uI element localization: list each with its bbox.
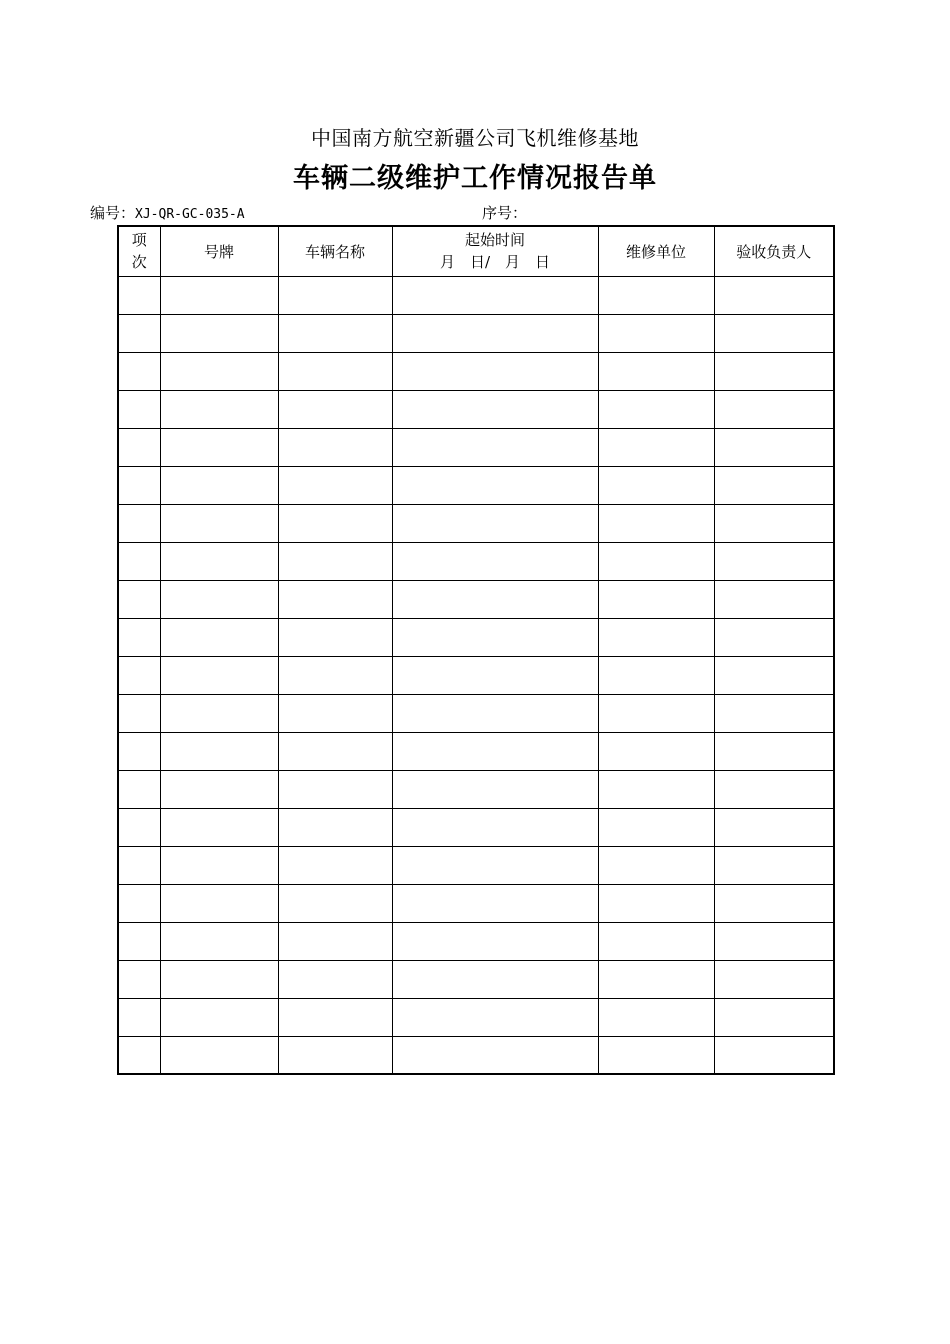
maintenance-unit-cell[interactable] bbox=[598, 846, 714, 884]
acceptance-person-cell[interactable] bbox=[714, 618, 834, 656]
start-time-cell[interactable] bbox=[392, 732, 598, 770]
plate-cell[interactable] bbox=[160, 960, 278, 998]
plate-cell[interactable] bbox=[160, 884, 278, 922]
plate-cell[interactable] bbox=[160, 656, 278, 694]
plate-cell[interactable] bbox=[160, 732, 278, 770]
start-time-cell[interactable] bbox=[392, 960, 598, 998]
table-row bbox=[118, 276, 834, 314]
table-row bbox=[118, 618, 834, 656]
maintenance-unit-cell[interactable] bbox=[598, 428, 714, 466]
start-time-cell[interactable] bbox=[392, 694, 598, 732]
column-header-item-line1: 项 bbox=[131, 231, 147, 250]
table-row bbox=[118, 846, 834, 884]
column-header-plate: 号牌 bbox=[160, 226, 278, 276]
maintenance-unit-cell[interactable] bbox=[598, 314, 714, 352]
table-header-row bbox=[118, 226, 834, 276]
plate-cell[interactable] bbox=[160, 808, 278, 846]
maintenance-unit-cell[interactable] bbox=[598, 580, 714, 618]
maintenance-unit-cell[interactable] bbox=[598, 276, 714, 314]
start-time-cell[interactable] bbox=[392, 884, 598, 922]
plate-cell[interactable] bbox=[160, 580, 278, 618]
plate-cell[interactable] bbox=[160, 618, 278, 656]
start-time-cell[interactable] bbox=[392, 1036, 598, 1074]
plate-cell[interactable] bbox=[160, 1036, 278, 1074]
column-header-item bbox=[118, 226, 160, 276]
report-table bbox=[117, 225, 835, 1075]
plate-cell[interactable] bbox=[160, 846, 278, 884]
maintenance-unit-cell[interactable] bbox=[598, 390, 714, 428]
column-header-vehicle-name: 车辆名称 bbox=[278, 226, 392, 276]
form-meta bbox=[90, 202, 850, 222]
table-row bbox=[118, 352, 834, 390]
organization-name: 中国南方航空新疆公司飞机维修基地 bbox=[311, 126, 639, 150]
start-time-cell[interactable] bbox=[392, 770, 598, 808]
maintenance-unit-cell[interactable] bbox=[598, 618, 714, 656]
table-row bbox=[118, 390, 834, 428]
vehicle-name-cell[interactable] bbox=[278, 504, 392, 542]
acceptance-person-cell[interactable] bbox=[714, 466, 834, 504]
table-row bbox=[118, 770, 834, 808]
vehicle-name-cell[interactable] bbox=[278, 428, 392, 466]
table-row bbox=[118, 504, 834, 542]
start-time-cell[interactable] bbox=[392, 504, 598, 542]
start-time-cell[interactable] bbox=[392, 428, 598, 466]
start-time-cell[interactable] bbox=[392, 998, 598, 1036]
table-row bbox=[118, 694, 834, 732]
vehicle-name-cell[interactable] bbox=[278, 390, 392, 428]
item-cell[interactable] bbox=[118, 390, 160, 428]
vehicle-name-cell[interactable] bbox=[278, 884, 392, 922]
item-cell[interactable] bbox=[118, 694, 160, 732]
plate-cell[interactable] bbox=[160, 694, 278, 732]
plate-cell[interactable] bbox=[160, 922, 278, 960]
table-row bbox=[118, 428, 834, 466]
item-cell[interactable] bbox=[118, 656, 160, 694]
acceptance-person-cell[interactable] bbox=[714, 808, 834, 846]
acceptance-person-cell[interactable] bbox=[714, 504, 834, 542]
start-time-cell[interactable] bbox=[392, 656, 598, 694]
item-cell[interactable] bbox=[118, 580, 160, 618]
maintenance-unit-cell[interactable] bbox=[598, 542, 714, 580]
start-time-cell[interactable] bbox=[392, 618, 598, 656]
item-cell[interactable] bbox=[118, 808, 160, 846]
acceptance-person-cell[interactable] bbox=[714, 732, 834, 770]
vehicle-name-cell[interactable] bbox=[278, 694, 392, 732]
acceptance-person-cell[interactable] bbox=[714, 960, 834, 998]
table-row bbox=[118, 884, 834, 922]
item-cell[interactable] bbox=[118, 314, 160, 352]
vehicle-name-cell[interactable] bbox=[278, 466, 392, 504]
maintenance-unit-cell[interactable] bbox=[598, 808, 714, 846]
item-cell[interactable] bbox=[118, 618, 160, 656]
start-time-cell[interactable] bbox=[392, 466, 598, 504]
table-row bbox=[118, 732, 834, 770]
acceptance-person-cell[interactable] bbox=[714, 314, 834, 352]
report-table-body bbox=[118, 276, 834, 1074]
vehicle-name-cell[interactable] bbox=[278, 542, 392, 580]
form-code bbox=[90, 202, 245, 223]
column-header-start-time-label: 起始时间 bbox=[464, 231, 525, 250]
start-time-cell[interactable] bbox=[392, 390, 598, 428]
column-header-item-line2: 次 bbox=[131, 253, 147, 272]
start-time-cell[interactable] bbox=[392, 808, 598, 846]
vehicle-name-cell[interactable] bbox=[278, 846, 392, 884]
item-cell[interactable] bbox=[118, 276, 160, 314]
table-row bbox=[118, 1036, 834, 1074]
item-cell[interactable] bbox=[118, 846, 160, 884]
form-title: 车辆二级维护工作情况报告单 bbox=[293, 163, 657, 194]
item-cell[interactable] bbox=[118, 960, 160, 998]
vehicle-name-cell[interactable] bbox=[278, 960, 392, 998]
plate-cell[interactable] bbox=[160, 770, 278, 808]
acceptance-person-cell[interactable] bbox=[714, 694, 834, 732]
column-header-start-time bbox=[392, 226, 598, 276]
acceptance-person-cell[interactable] bbox=[714, 770, 834, 808]
vehicle-name-cell[interactable] bbox=[278, 998, 392, 1036]
plate-cell[interactable] bbox=[160, 276, 278, 314]
start-time-cell[interactable] bbox=[392, 580, 598, 618]
start-time-cell[interactable] bbox=[392, 276, 598, 314]
start-time-cell[interactable] bbox=[392, 542, 598, 580]
table-row bbox=[118, 580, 834, 618]
acceptance-person-cell[interactable] bbox=[714, 884, 834, 922]
plate-cell[interactable] bbox=[160, 390, 278, 428]
maintenance-unit-cell[interactable] bbox=[598, 504, 714, 542]
vehicle-name-cell[interactable] bbox=[278, 580, 392, 618]
start-time-cell[interactable] bbox=[392, 352, 598, 390]
item-cell[interactable] bbox=[118, 352, 160, 390]
serial-number bbox=[482, 202, 527, 223]
item-cell[interactable] bbox=[118, 998, 160, 1036]
table-row bbox=[118, 656, 834, 694]
start-time-cell[interactable] bbox=[392, 846, 598, 884]
maintenance-unit-cell[interactable] bbox=[598, 656, 714, 694]
maintenance-unit-cell[interactable] bbox=[598, 770, 714, 808]
item-cell[interactable] bbox=[118, 732, 160, 770]
form-code-value: XJ-QR-GC-035-A bbox=[135, 207, 245, 222]
maintenance-unit-cell[interactable] bbox=[598, 922, 714, 960]
vehicle-name-cell[interactable] bbox=[278, 770, 392, 808]
table-row bbox=[118, 922, 834, 960]
table-row bbox=[118, 314, 834, 352]
item-cell[interactable] bbox=[118, 770, 160, 808]
vehicle-name-cell[interactable] bbox=[278, 732, 392, 770]
vehicle-name-cell[interactable] bbox=[278, 314, 392, 352]
plate-cell[interactable] bbox=[160, 542, 278, 580]
item-cell[interactable] bbox=[118, 466, 160, 504]
acceptance-person-cell[interactable] bbox=[714, 922, 834, 960]
acceptance-person-cell[interactable] bbox=[714, 846, 834, 884]
table-row bbox=[118, 542, 834, 580]
column-header-start-time-sub: 月 日/ 月 日 bbox=[439, 253, 551, 272]
table-row bbox=[118, 998, 834, 1036]
acceptance-person-cell[interactable] bbox=[714, 390, 834, 428]
maintenance-unit-cell[interactable] bbox=[598, 1036, 714, 1074]
acceptance-person-cell[interactable] bbox=[714, 276, 834, 314]
serial-number-label: 序号： bbox=[482, 204, 528, 222]
maintenance-unit-cell[interactable] bbox=[598, 694, 714, 732]
vehicle-name-cell[interactable] bbox=[278, 656, 392, 694]
acceptance-person-cell[interactable] bbox=[714, 580, 834, 618]
vehicle-name-cell[interactable] bbox=[278, 1036, 392, 1074]
maintenance-unit-cell[interactable] bbox=[598, 466, 714, 504]
column-header-acceptance-person: 验收负责人 bbox=[714, 226, 834, 276]
maintenance-unit-cell[interactable] bbox=[598, 960, 714, 998]
maintenance-unit-cell[interactable] bbox=[598, 998, 714, 1036]
start-time-cell[interactable] bbox=[392, 314, 598, 352]
item-cell[interactable] bbox=[118, 884, 160, 922]
acceptance-person-cell[interactable] bbox=[714, 998, 834, 1036]
form-code-label: 编号： bbox=[90, 204, 136, 222]
acceptance-person-cell[interactable] bbox=[714, 1036, 834, 1074]
vehicle-name-cell[interactable] bbox=[278, 808, 392, 846]
item-cell[interactable] bbox=[118, 922, 160, 960]
acceptance-person-cell[interactable] bbox=[714, 656, 834, 694]
item-cell[interactable] bbox=[118, 1036, 160, 1074]
acceptance-person-cell[interactable] bbox=[714, 352, 834, 390]
table-row bbox=[118, 466, 834, 504]
vehicle-name-cell[interactable] bbox=[278, 618, 392, 656]
table-row bbox=[118, 808, 834, 846]
plate-cell[interactable] bbox=[160, 466, 278, 504]
maintenance-unit-cell[interactable] bbox=[598, 732, 714, 770]
plate-cell[interactable] bbox=[160, 352, 278, 390]
vehicle-name-cell[interactable] bbox=[278, 352, 392, 390]
acceptance-person-cell[interactable] bbox=[714, 428, 834, 466]
acceptance-person-cell[interactable] bbox=[714, 542, 834, 580]
item-cell[interactable] bbox=[118, 428, 160, 466]
plate-cell[interactable] bbox=[160, 998, 278, 1036]
vehicle-name-cell[interactable] bbox=[278, 276, 392, 314]
plate-cell[interactable] bbox=[160, 504, 278, 542]
start-time-cell[interactable] bbox=[392, 922, 598, 960]
column-header-maintenance-unit: 维修单位 bbox=[598, 226, 714, 276]
plate-cell[interactable] bbox=[160, 428, 278, 466]
table-row bbox=[118, 960, 834, 998]
maintenance-unit-cell[interactable] bbox=[598, 352, 714, 390]
vehicle-name-cell[interactable] bbox=[278, 922, 392, 960]
item-cell[interactable] bbox=[118, 504, 160, 542]
item-cell[interactable] bbox=[118, 542, 160, 580]
maintenance-unit-cell[interactable] bbox=[598, 884, 714, 922]
plate-cell[interactable] bbox=[160, 314, 278, 352]
